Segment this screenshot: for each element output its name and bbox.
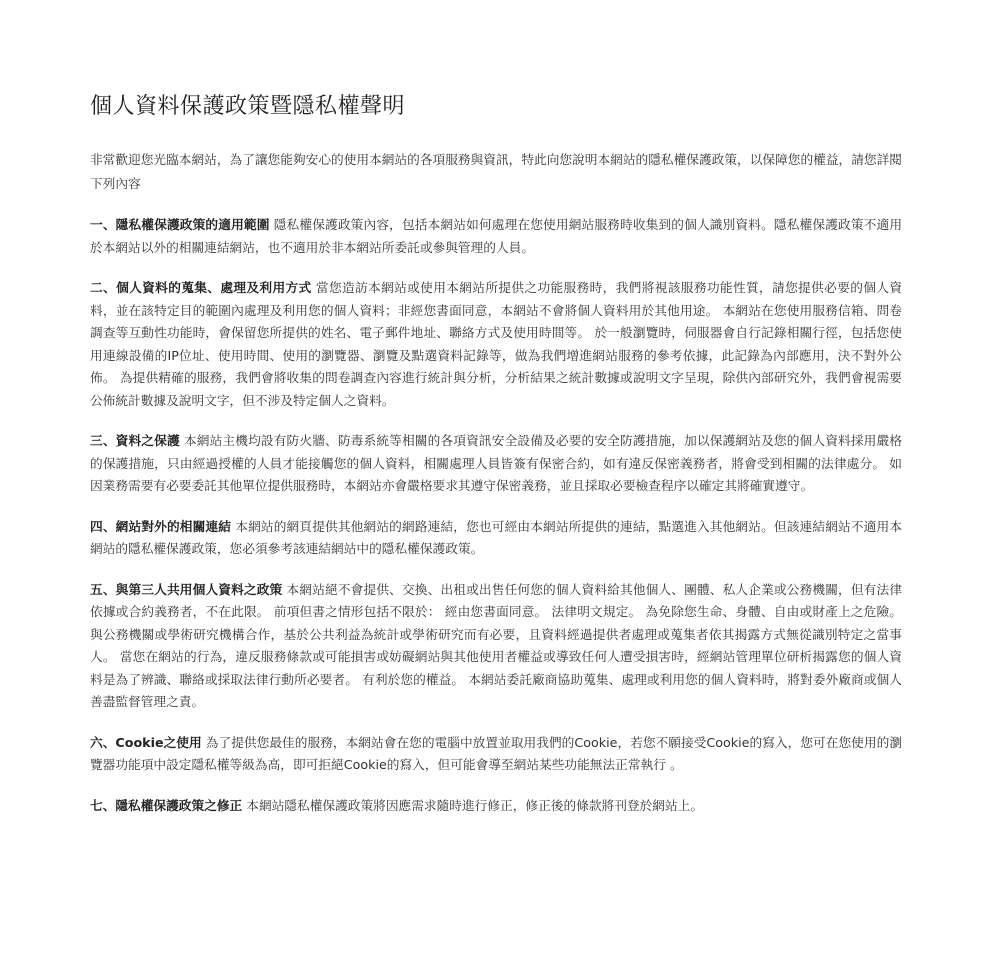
section-body: 本網站隱私權保護政策將因應需求隨時進行修正，修正後的條款將刊登於網站上。 — [242, 797, 704, 813]
section-body: 為了提供您最佳的服務，本網站會在您的電腦中放置並取用我們的Cookie，若您不願接受Cookie的寫入，您可在您使用的瀏覽器功能項中設定隱私權等級為高，即可拒絕Cookie的寫入，但可能會導至網站某些功能無法正常執行 。 — [90, 734, 903, 772]
section-collection — [90, 277, 902, 412]
section-cookie — [90, 732, 902, 777]
section-body: 隱私權保護政策內容，包括本網站如何處理在您使用網站服務時收集到的個人識別資料。隱私權保護政策不適用於本網站以外的相關連結網站，也不適用於非本網站所委託或參與管理的人員。 — [90, 217, 903, 255]
section-body: 本網站絕不會提供、交換、出租或出售任何您的個人資料給其他個人、團體、私人企業或公務機關，但有法律依據或合約義務者，不在此限。 前項但書之情形包括不限於： 經由您書面同意。 法律明文規定。 為免除您生命、身體、自由或財產上之危險。 與公務機關或學術研究機構合作，基於公共利益為統計或學術研究而有必要，且資料經過提供者處理或蒐集者依其揭露方式無從識別特定之當事人。 當您在網站的行為，違反服務條款或可能損害或妨礙網站與其他使用者權益或導致任何人遭受損害時，經網站管理單位研析揭露您的個人資料是為了辨識、聯絡或採取法律行動所必要者。 有利於您的權益。 本網站委託廠商協助蒐集、處理或利用您的個人資料時，將對委外廠商或個人善盡監督管理之責。 — [90, 581, 903, 709]
section-title: 五、與第三人共用個人資料之政策 — [90, 581, 283, 597]
section-external-links — [90, 516, 902, 561]
section-body: 當您造訪本網站或使用本網站所提供之功能服務時，我們將視該服務功能性質，請您提供必要的個人資料，並在該特定目的範圍內處理及利用您的個人資料；非經您書面同意，本網站不會將個人資料用於其他用途。 本網站在您使用服務信箱、問卷調查等互動性功能時，會保留您所提供的姓名、電子郵件地址、聯絡方式及使用時間等。 於一般瀏覽時，伺服器會自行記錄相關行徑，包括您使用連線設備的IP位址、使用時間、使用的瀏覽器、瀏覽及點選資料記錄等，做為我們增進網站服務的參考依據，此記錄為內部應用，決不對外公佈。 為提供精確的服務，我們會將收集的問卷調查內容進行統計與分析，分析結果之統計數據或說明文字呈現，除供內部研究外，我們會視需要公佈統計數據及說明文字，但不涉及特定個人之資料。 — [90, 280, 903, 408]
section-title: 四、網站對外的相關連結 — [90, 518, 232, 534]
page-title: 個人資料保護政策暨隱私權聲明 — [90, 94, 406, 119]
section-title: 二、個人資料的蒐集、處理及利用方式 — [90, 280, 312, 295]
section-title: 六、Cookie之使用 — [90, 734, 202, 750]
section-title: 七、隱私權保護政策之修正 — [90, 797, 243, 813]
section-amendment — [90, 795, 902, 818]
policy-content — [90, 90, 902, 817]
section-body: 本網站的網頁提供其他網站的網路連結，您也可經由本網站所提供的連結，點選進入其他網站。但該連結網站不適用本網站的隱私權保護政策，您必須參考該連結網站中的隱私權保護政策。 — [90, 518, 903, 556]
section-title: 三、資料之保護 — [90, 433, 180, 448]
section-protection — [90, 430, 902, 498]
intro-paragraph: 非常歡迎您光臨本網站，為了讓您能夠安心的使用本網站的各項服務與資訊，特此向您說明本網站的隱私權保護政策，以保障您的權益，請您詳閱下列內容 — [90, 152, 902, 191]
section-body: 本網站主機均設有防火牆、防毒系統等相關的各項資訊安全設備及必要的安全防護措施，加以保護網站及您的個人資料採用嚴格的保護措施，只由經過授權的人員才能接觸您的個人資料，相關處理人員皆簽有保密合約，如有違反保密義務者，將會受到相關的法律處分。 如因業務需要有必要委託其他單位提供服務時，本網站亦會嚴格要求其遵守保密義務，並且採取必要檢查程序以確定其將確實遵守。 — [90, 433, 903, 493]
section-scope — [90, 214, 902, 259]
section-third-party — [90, 579, 902, 714]
section-title: 一、隱私權保護政策的適用範圍 — [90, 217, 270, 232]
